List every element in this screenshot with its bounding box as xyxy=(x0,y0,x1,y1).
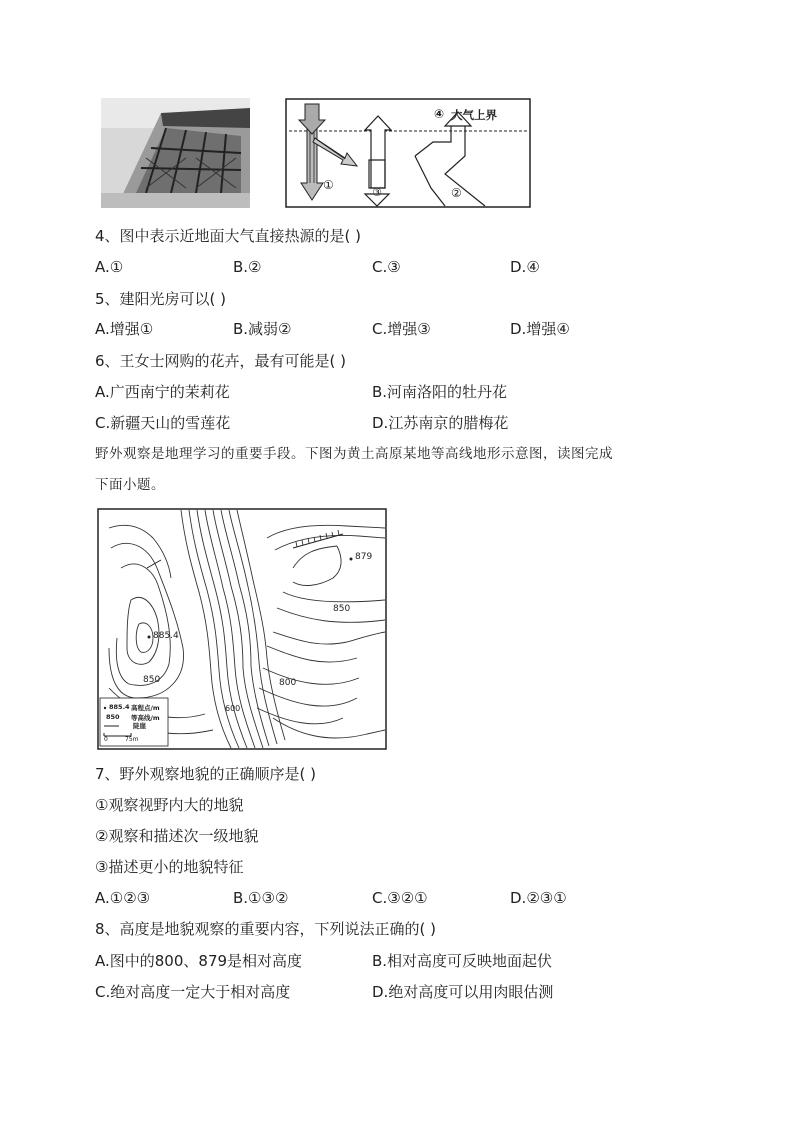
atmosphere-heat-diagram xyxy=(285,98,531,208)
contour-600-label: 600 xyxy=(225,704,241,713)
q6-option-d[interactable]: D.江苏南京的腊梅花 xyxy=(372,414,509,432)
q5-option-a[interactable]: A.增强① xyxy=(95,320,154,338)
num-1-label: ① xyxy=(323,178,334,192)
q8-stem: 8、高度是地貌观察的重要内容，下列说法正确的( ) xyxy=(95,920,437,938)
legend-elevation-value: 885.4 xyxy=(109,703,130,711)
legend-elevation-text: 高程点/m xyxy=(131,704,160,712)
q7-step-1: ①观察视野内大的地貌 xyxy=(95,796,244,814)
elevation-879-label: 879 xyxy=(355,552,373,562)
intro-line-1: 野外观察是地理学习的重要手段。下图为黄土高原某地等高线地形示意图，读图完成 xyxy=(95,446,613,462)
q7-option-c[interactable]: C.③②① xyxy=(372,889,428,907)
q6-option-a[interactable]: A.广西南宁的茉莉花 xyxy=(95,383,230,401)
contour-850-left-label: 850 xyxy=(143,675,161,685)
legend-contour-value: 850 xyxy=(106,713,120,721)
q4-option-d[interactable]: D.④ xyxy=(510,258,540,276)
q8-option-a[interactable]: A.图中的800、879是相对高度 xyxy=(95,952,303,970)
q8-option-b[interactable]: B.相对高度可反映地面起伏 xyxy=(372,952,553,970)
atmosphere-top-label: 大气上界 xyxy=(451,108,497,122)
num-4-label: ④ xyxy=(434,107,445,121)
q5-option-c[interactable]: C.增强③ xyxy=(372,320,431,338)
q8-option-c[interactable]: C.绝对高度一定大于相对高度 xyxy=(95,983,291,1001)
q5-stem: 5、建阳光房可以( ) xyxy=(95,290,227,308)
q7-step-3: ③描述更小的地貌特征 xyxy=(95,858,244,876)
q5-option-d[interactable]: D.增强④ xyxy=(510,320,570,338)
q6-option-c[interactable]: C.新疆天山的雪莲花 xyxy=(95,414,231,432)
legend-cliff-text: 陡崖 xyxy=(133,722,146,730)
q7-stem: 7、野外观察地貌的正确顺序是( ) xyxy=(95,765,317,783)
contour-800-label: 800 xyxy=(279,678,297,688)
q4-stem: 4、图中表示近地面大气直接热源的是( ) xyxy=(95,227,362,245)
legend-contour-text: 等高线/m xyxy=(131,714,160,722)
intro-line-2: 下面小题。 xyxy=(95,477,165,493)
contour-850-right-label: 850 xyxy=(333,604,351,614)
num-3-label: ③ xyxy=(372,186,382,199)
q6-stem: 6、王女士网购的花卉，最有可能是( ) xyxy=(95,352,347,370)
q4-option-c[interactable]: C.③ xyxy=(372,258,401,276)
scale-75m: 75m xyxy=(125,736,139,743)
contour-map xyxy=(97,508,387,750)
scale-zero: 0 xyxy=(104,736,108,743)
q5-option-b[interactable]: B.减弱② xyxy=(233,320,292,338)
q7-option-b[interactable]: B.①③② xyxy=(233,889,289,907)
q4-option-a[interactable]: A.① xyxy=(95,258,124,276)
elevation-8854-label: 885.4 xyxy=(153,631,179,641)
sunroom-photo xyxy=(101,98,250,208)
q7-step-2: ②观察和描述次一级地貌 xyxy=(95,827,259,845)
num-2-label: ② xyxy=(451,186,462,200)
q8-option-d[interactable]: D.绝对高度可以用肉眼估测 xyxy=(372,983,554,1001)
q6-option-b[interactable]: B.河南洛阳的牡丹花 xyxy=(372,383,508,401)
q7-option-d[interactable]: D.②③① xyxy=(510,889,567,907)
q4-option-b[interactable]: B.② xyxy=(233,258,262,276)
q7-option-a[interactable]: A.①②③ xyxy=(95,889,151,907)
